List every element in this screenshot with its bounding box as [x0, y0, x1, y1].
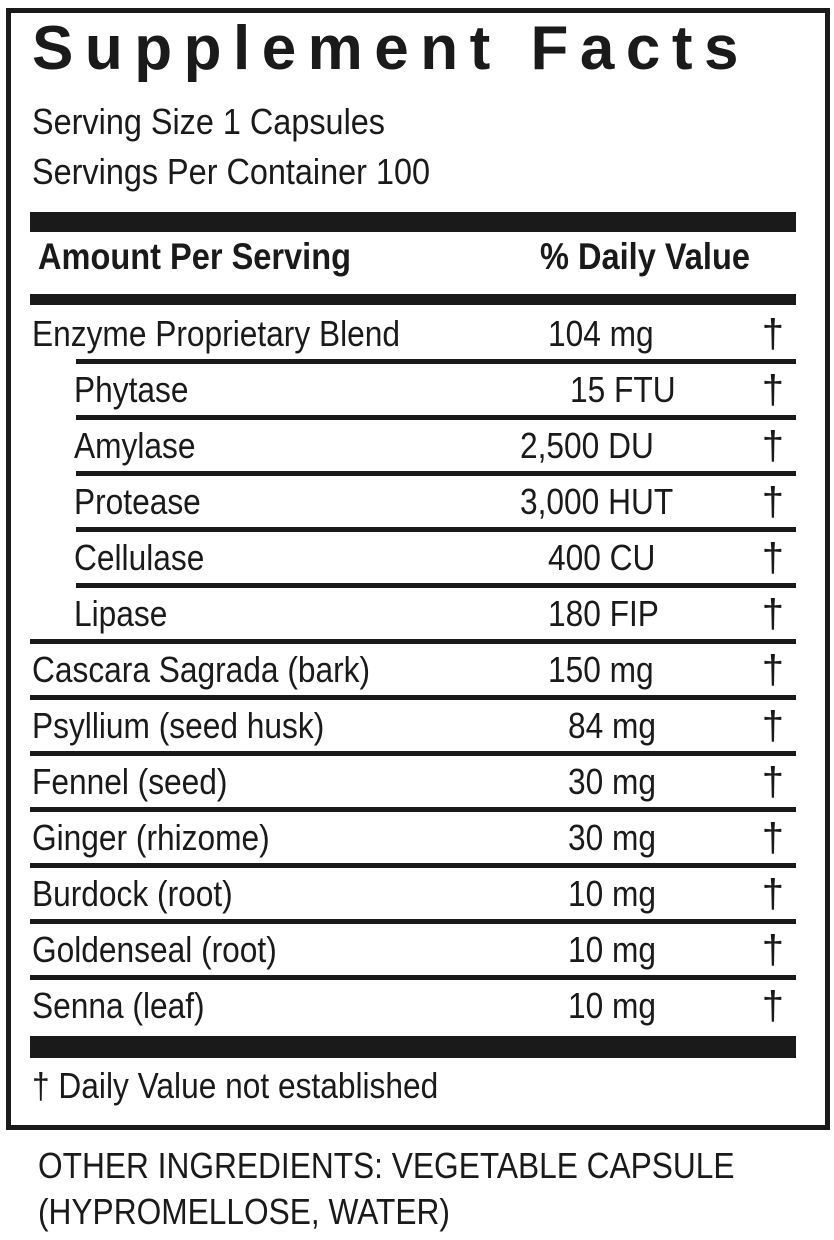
ingredient-row: [30, 476, 796, 532]
ingredient-row: [30, 924, 796, 980]
other-ingredients-line1: OTHER INGREDIENTS: VEGETABLE CAPSULE: [38, 1145, 735, 1186]
servings-per-container: Servings Per Container 100: [32, 151, 431, 192]
thick-divider-bottom: [30, 1036, 796, 1058]
ingredient-amount: 150 mg: [548, 649, 654, 690]
ingredient-name: Enzyme Proprietary Blend: [32, 313, 401, 354]
ingredient-row: [30, 644, 796, 700]
medium-divider: [30, 294, 796, 305]
ingredient-name: Cascara Sagrada (bark): [32, 649, 371, 690]
ingredient-amount: 104 mg: [548, 313, 654, 354]
dagger-mark: †: [761, 536, 784, 580]
ingredient-name: Ginger (rhizome): [32, 817, 270, 858]
daily-value-footnote: † Daily Value not established: [32, 1065, 439, 1106]
label-title: Supplement Facts: [32, 14, 750, 83]
dagger-mark: †: [761, 984, 784, 1028]
header-daily-value: % Daily Value: [540, 236, 750, 277]
ingredient-name: Senna (leaf): [32, 985, 205, 1026]
ingredient-amount: 84 mg: [568, 705, 657, 746]
dagger-mark: †: [761, 480, 784, 524]
ingredient-row: [30, 420, 796, 476]
ingredient-row: [30, 532, 796, 588]
dagger-mark: †: [761, 312, 784, 356]
ingredient-name: Burdock (root): [32, 873, 233, 914]
serving-size: Serving Size 1 Capsules: [32, 101, 385, 142]
dagger-mark: †: [761, 648, 784, 692]
ingredient-name: Phytase: [74, 369, 189, 410]
header-amount-per-serving: Amount Per Serving: [38, 236, 352, 277]
ingredient-name: Cellulase: [74, 537, 205, 578]
ingredient-row: [30, 756, 796, 812]
ingredient-row: [30, 980, 796, 1036]
ingredient-amount: 400 CU: [548, 537, 656, 578]
dagger-mark: †: [761, 816, 784, 860]
ingredient-amount: 10 mg: [568, 873, 657, 914]
ingredient-row: [30, 588, 796, 644]
ingredient-row: [30, 812, 796, 868]
ingredient-name: Protease: [74, 481, 201, 522]
ingredient-name: Goldenseal (root): [32, 929, 277, 970]
ingredient-name: Psyllium (seed husk): [32, 705, 325, 746]
ingredient-name: Lipase: [74, 593, 168, 634]
ingredient-amount: 10 mg: [568, 985, 657, 1026]
ingredient-amount: 15 FTU: [570, 369, 676, 410]
ingredient-row: [30, 868, 796, 924]
thick-divider-top: [30, 212, 796, 232]
dagger-mark: †: [761, 424, 784, 468]
ingredient-row: [30, 700, 796, 756]
ingredient-amount: 180 FIP: [548, 593, 659, 634]
dagger-mark: †: [761, 928, 784, 972]
dagger-mark: †: [761, 368, 784, 412]
dagger-mark: †: [761, 592, 784, 636]
dagger-mark: †: [761, 872, 784, 916]
ingredient-amount: 2,500 DU: [520, 425, 654, 466]
dagger-mark: †: [761, 760, 784, 804]
ingredient-amount: 10 mg: [568, 929, 657, 970]
ingredient-amount: 30 mg: [568, 817, 657, 858]
ingredient-name: Amylase: [74, 425, 196, 466]
ingredient-row: [30, 364, 796, 420]
dagger-mark: †: [761, 704, 784, 748]
ingredient-row: [30, 308, 796, 364]
ingredient-name: Fennel (seed): [32, 761, 228, 802]
ingredient-amount: 30 mg: [568, 761, 657, 802]
other-ingredients-line2: (HYPROMELLOSE, WATER): [38, 1191, 450, 1232]
ingredient-amount: 3,000 HUT: [520, 481, 674, 522]
